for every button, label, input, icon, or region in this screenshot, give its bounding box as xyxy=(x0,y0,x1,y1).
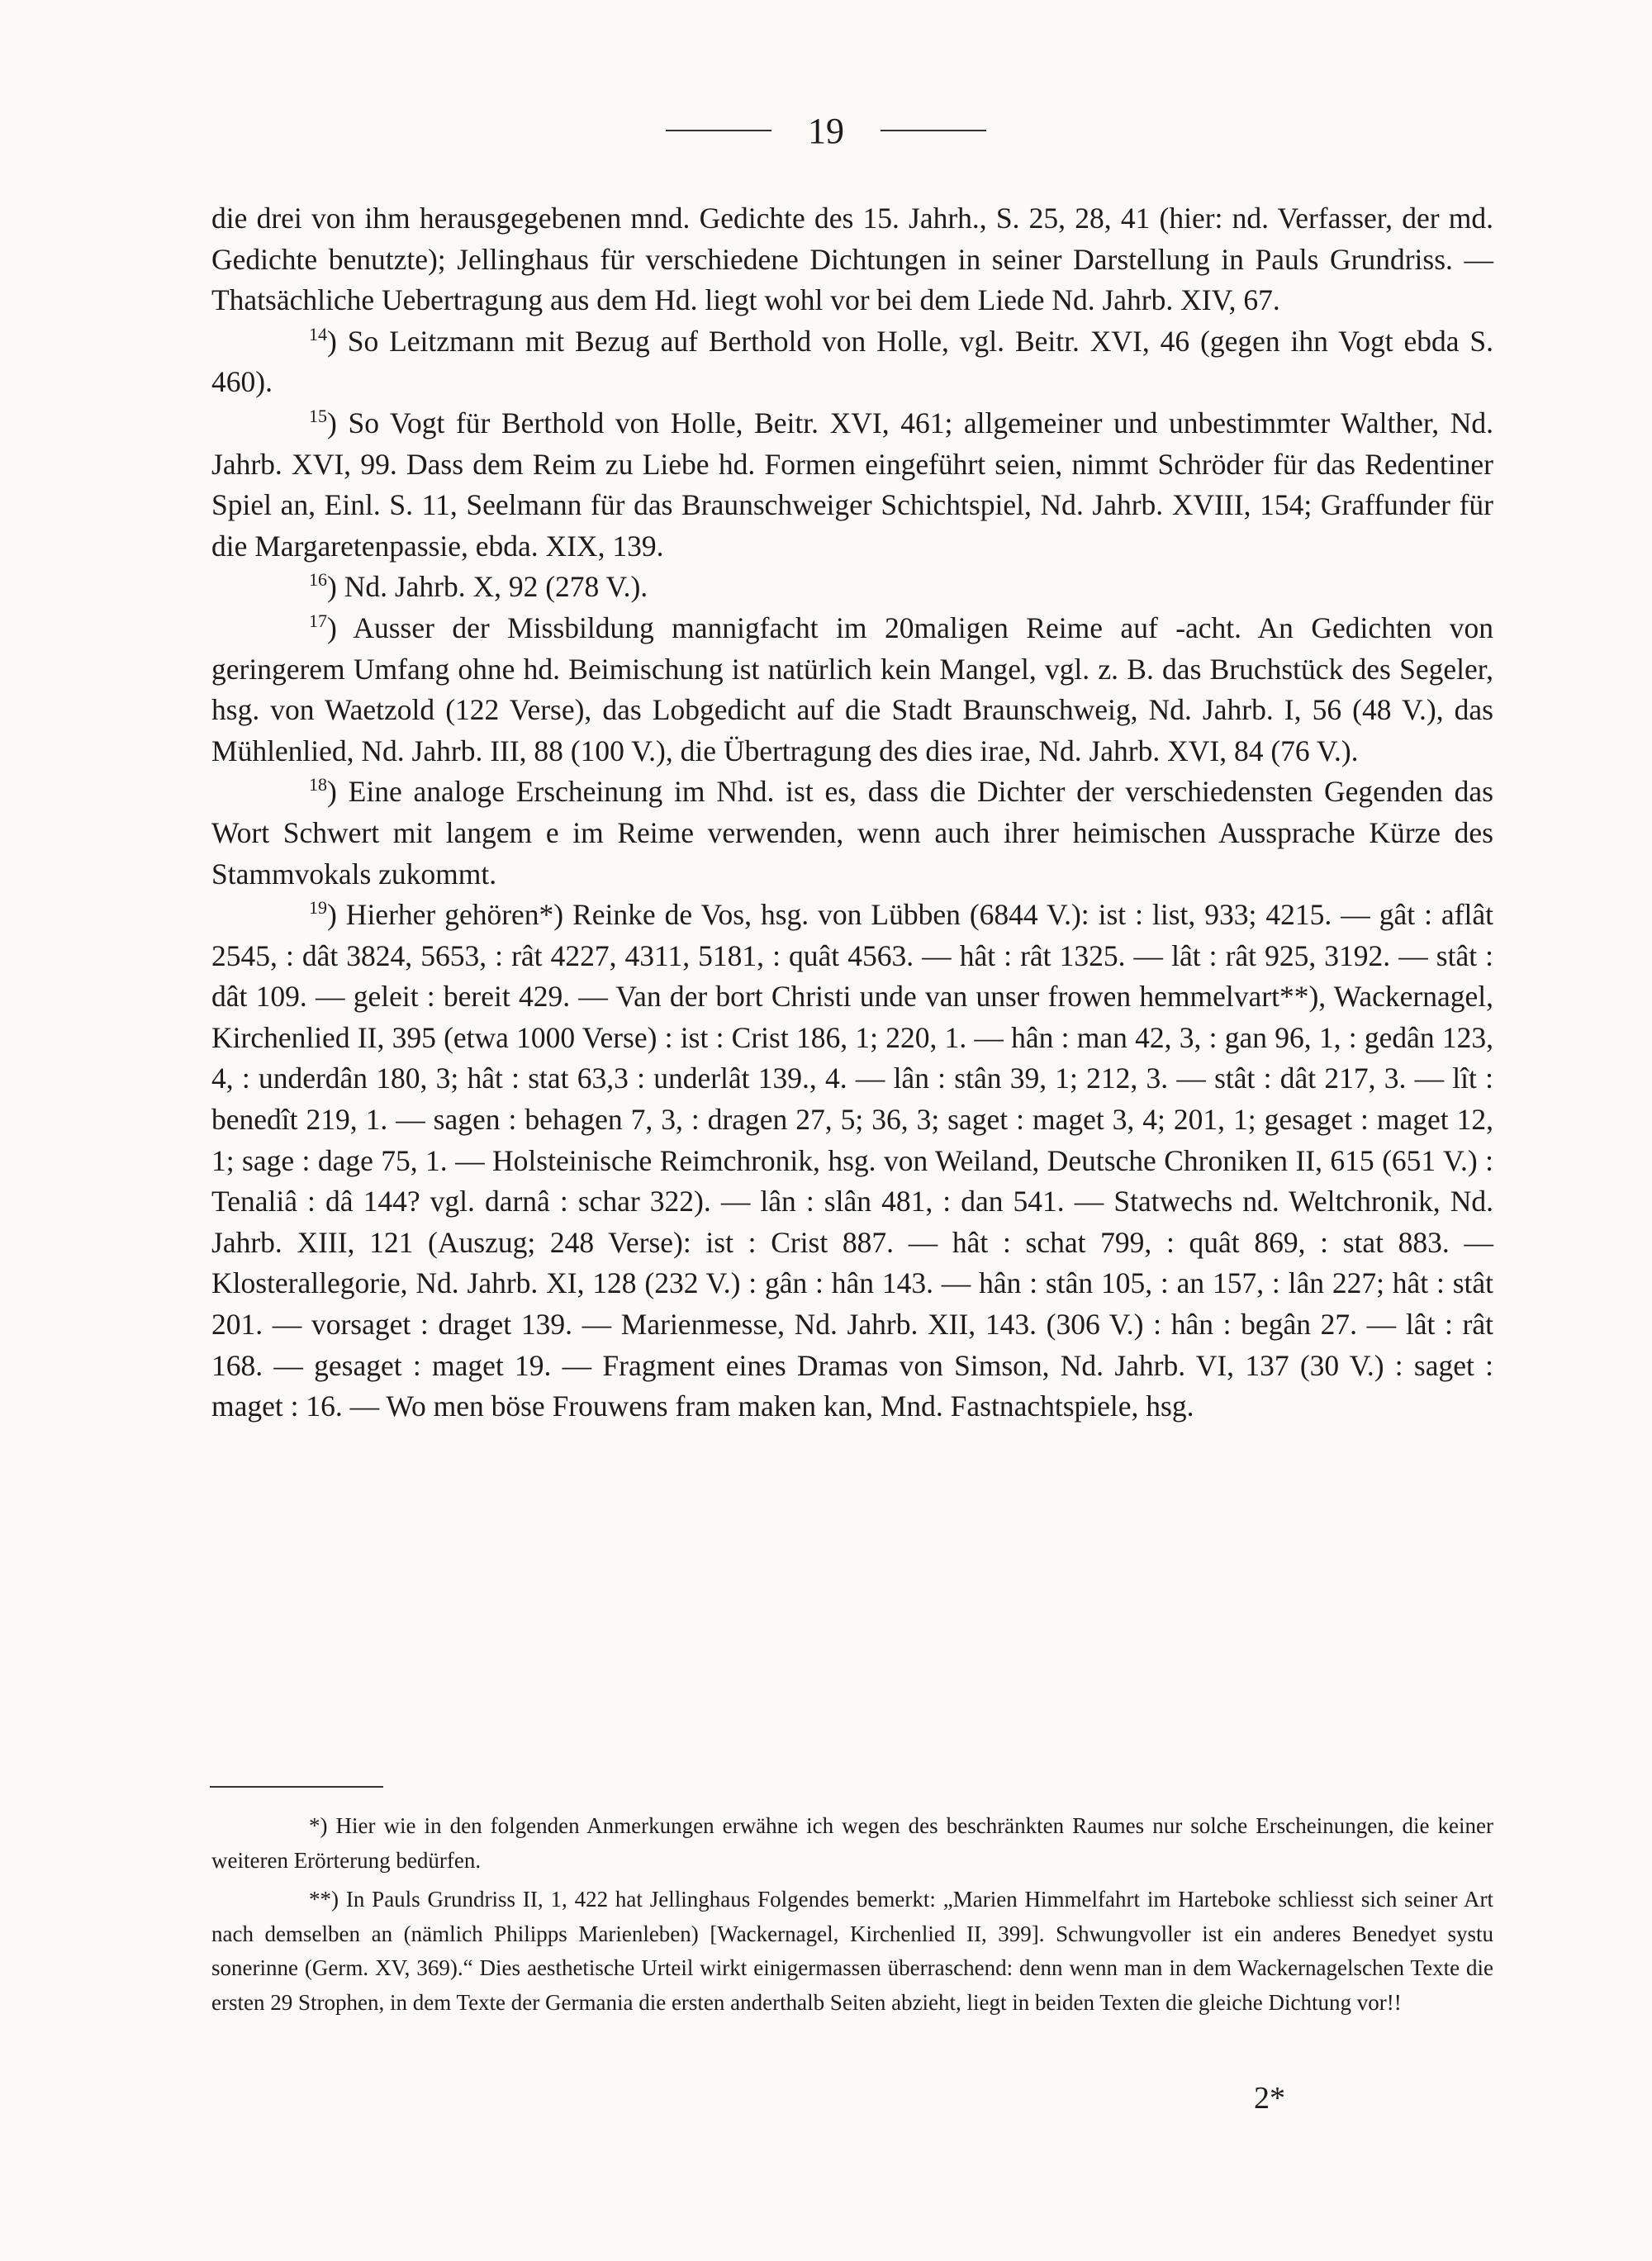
note-marker: 19 xyxy=(309,897,327,919)
note-marker: 18 xyxy=(309,774,327,796)
page-header xyxy=(0,106,1652,155)
note-text: ) Ausser der Missbildung mannigfacht im 20maligen Reime auf -acht. An Gedichten von geringerem Umfang ohne hd. Beimischung ist natürlich kein Mangel, vgl. z. B. das Bruchstück des Segeler, hsg. von Waetzold (122 Verse), das Lobgedicht auf die Stadt Braunschweig, Nd. Jahrb. I, 56 (48 V.), das Mühlenlied, Nd. Jahrb. III, 88 (100 V.), die Übertragung des dies irae, Nd. Jahrb. XVI, 84 (76 V.). xyxy=(211,610,1493,767)
footnote-rule xyxy=(210,1786,383,1788)
note-marker: 16 xyxy=(309,569,327,591)
note-18 xyxy=(211,772,1493,895)
note-text: ) Eine analoge Erscheinung im Nhd. ist es, dass die Dichter der verschiedensten Gegenden das Wort Schwert mit langem e im Reime verwenden, wenn auch ihrer heimischen Aussprache Kürze des Stammvokals zukommt. xyxy=(211,775,1493,891)
body-text xyxy=(211,198,1493,1427)
note-19 xyxy=(211,895,1493,1427)
paragraph-text: die drei von ihm herausgegebenen mnd. Gedichte des 15. Jahrh., S. 25, 28, 41 (hier: nd. Verfasser, der md. Gedichte benutzte); Jellinghaus für verschiedene Dichtungen in seiner Darstellung in Pauls Grundriss. — Thatsächliche Uebertragung aus dem Hd. liegt wohl vor bei dem Liede Nd. Jahrb. XIV, 67. xyxy=(211,202,1493,317)
note-text: ) So Vogt für Berthold von Holle, Beitr. XVI, 461; allgemeiner und unbestimmter Walther, Nd. Jahrb. XVI, 99. Dass dem Reim zu Liebe hd. Formen eingeführt seien, nimmt Schröder für das Redentiner Spiel an, Einl. S. 11, Seelmann für das Braunschweiger Schichtspiel, Nd. Jahrb. XVIII, 154; Graffunder für die Margaretenpassie, ebda. XIX, 139. xyxy=(211,406,1493,563)
signature-mark: 2* xyxy=(1254,2081,1285,2116)
note-17 xyxy=(211,608,1493,772)
header-rule-left xyxy=(666,130,771,131)
note-text: ) Nd. Jahrb. X, 92 (278 V.). xyxy=(327,570,648,604)
paragraph-continuation xyxy=(211,198,1493,321)
footnote-single-asterisk: *) Hier wie in den folgenden Anmerkungen erwähne ich wegen des beschränkten Raumes nur solche Erscheinungen, die keiner weiteren Erörterung bedürfen. xyxy=(211,1813,1493,1873)
page-number: 19 xyxy=(808,110,844,151)
footnotes xyxy=(211,1809,1493,2025)
note-text: ) Hierher gehören*) Reinke de Vos, hsg. von Lübben (6844 V.): ist : list, 933; 4215. — gât : aflât 2545, : dât 3824, 5653, : rât 4227, 4311, 5181, : quât 4563. — hât : rât 1325. — lât : rât 925, 3192. — stât : dât 109. — geleit : bereit 429. — Van der bort Christi unde van unser frowen hemmelvart**), Wackernagel, Kirchenlied II, 395 (etwa 1000 Verse) : ist : Crist 186, 1; 220, 1. — hân : man 42, 3, : gan 96, 1, : gedân 123, 4, : underdân 180, 3; hât : stat 63,3 : underlât 139., 4. — lân : stân 39, 1; 212, 3. — stât : dât 217, 3. — lît : benedît 219, 1. — sagen : behagen 7, 3, : dragen 27, 5; 36, 3; saget : maget 3, 4; 201, 1; gesaget : maget 12, 1; sage : dage 75, 1. — Holsteinische Reimchronik, hsg. von Weiland, Deutsche Chroniken II, 615 (651 V.) : Tenaliâ : dâ 144? vgl. darnâ : schar 322). — lân : slân 481, : dan 541. — Statwechs nd. Weltchronik, Nd. Jahrb. XIII, 121 (Auszug; 248 Verse): ist : Crist 887. — hât : schat 799, : quât 869, : stat 883. — Klosterallegorie, Nd. Jahrb. XI, 128 (232 V.) : gân : hân 143. — hân : stân 105, : an 157, : lân 227; hât : stât 201. — vorsaget : draget 139. — Marienmesse, Nd. Jahrb. XII, 143. (306 V.) : hân : begân 27. — lât : rât 168. — gesaget : maget 19. — Fragment eines Dramas von Simson, Nd. Jahrb. VI, 137 (30 V.) : saget : maget : 16. — Wo men böse Frouwens fram maken kan, Mnd. Fastnachtspiele, hsg. xyxy=(211,898,1493,1423)
note-text: ) So Leitzmann mit Bezug auf Berthold von Holle, vgl. Beitr. XVI, 46 (gegen ihn Vogt ebda S. 460). xyxy=(211,324,1493,399)
note-16 xyxy=(211,567,1493,608)
note-14 xyxy=(211,321,1493,403)
header-rule-right xyxy=(881,130,986,131)
note-marker: 14 xyxy=(309,323,327,344)
note-marker: 17 xyxy=(309,610,327,632)
note-15 xyxy=(211,403,1493,567)
note-marker: 15 xyxy=(309,406,327,427)
footnote-double-asterisk: **) In Pauls Grundriss II, 1, 422 hat Jellinghaus Folgendes bemerkt: „Marien Himmelfahrt im Harteboke schliesst sich seiner Art nach demselben an (nämlich Philipps Marienleben) [Wackernagel, Kirchenlied II, 399]. Schwungvoller ist ein anderes Benedyet systu sonerinne (Germ. XV, 369).“ Dies aesthetische Urteil wirkt einigermassen überraschend: denn wenn man in dem Wackernagelschen Texte die ersten 29 Strophen, in dem Texte der Germania die ersten anderthalb Seiten abzieht, liegt in beiden Texten die gleiche Dichtung vor!! xyxy=(211,1887,1493,2015)
